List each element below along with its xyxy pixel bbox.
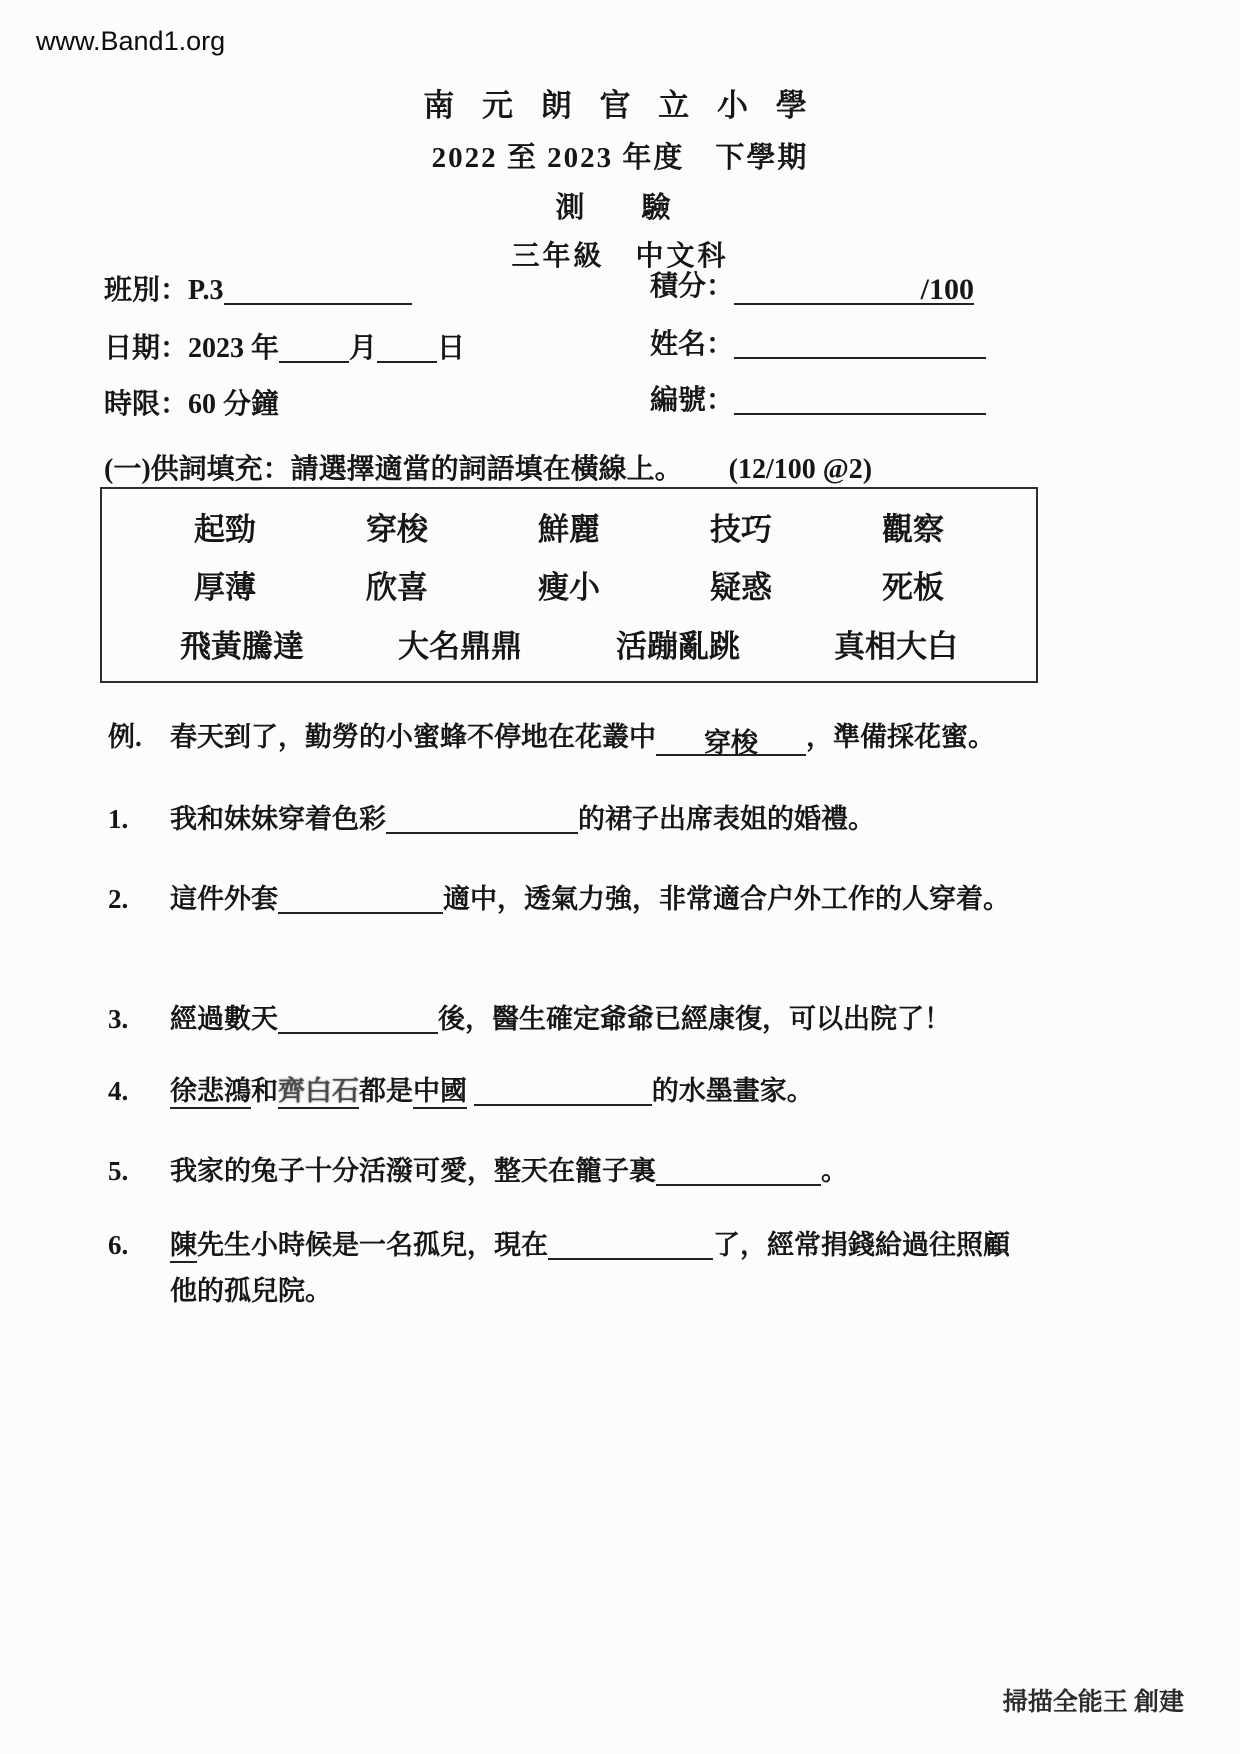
- question-number: 2.: [108, 884, 129, 914]
- date-day-label: 日: [437, 333, 466, 364]
- answer-blank: [548, 1230, 713, 1260]
- example-answer: 穿梭: [656, 720, 806, 756]
- question-number: 3.: [108, 1004, 129, 1034]
- question-segment: 。: [821, 1156, 848, 1186]
- word-bank-row-1: [102, 504, 1036, 549]
- proper-noun: 陳: [170, 1230, 197, 1263]
- question-segment: ，準備採花蜜。: [806, 722, 995, 752]
- score-label: 積分：: [650, 271, 735, 302]
- section-marks: (12/100 @2): [728, 454, 873, 485]
- word-bank-word: 真相大白: [834, 629, 958, 665]
- proper-noun: 徐悲鴻: [170, 1076, 251, 1109]
- question-segment: 這件外套: [170, 884, 278, 914]
- question-segment: 和: [251, 1076, 278, 1106]
- question-text: [170, 996, 1028, 1042]
- id-label: 編號：: [650, 385, 735, 416]
- question-number: 5.: [108, 1156, 129, 1186]
- word-bank-word: 欣喜: [366, 570, 428, 606]
- question-number: 1.: [108, 804, 129, 834]
- question-segment: 都是: [359, 1076, 413, 1106]
- time-row: [104, 382, 279, 422]
- section-one-title: [104, 447, 872, 487]
- question-text: [170, 876, 1028, 922]
- question-segment: 了，經常捐錢給過往照顧他的孤兒院。: [170, 1230, 1010, 1306]
- score-row: [650, 264, 974, 305]
- name-blank-line: [734, 329, 986, 359]
- word-bank-word: 飛黃騰達: [180, 629, 304, 665]
- question-text: [170, 796, 1028, 842]
- date-row: [104, 326, 465, 366]
- word-bank-word: 穿梭: [366, 511, 428, 547]
- watermark-url: www.Band1.org: [36, 26, 226, 56]
- question-text: [170, 1148, 1028, 1194]
- class-blank-line: [224, 275, 412, 305]
- school-name: 南 元 朗 官 立 小 學: [423, 88, 817, 123]
- word-bank-word: 鮮麗: [538, 511, 600, 547]
- exam-header: [0, 80, 1240, 274]
- date-year: 2023 年: [188, 333, 280, 364]
- word-bank-word: 瘦小: [538, 570, 600, 606]
- question-5: [108, 1148, 1028, 1194]
- question-number: 4.: [108, 1076, 129, 1106]
- exam-type: 測 驗: [555, 192, 685, 224]
- question-number: 6.: [108, 1230, 129, 1260]
- word-bank-word: 厚薄: [194, 570, 256, 606]
- word-bank-row-2: [102, 562, 1036, 607]
- id-row: [650, 378, 986, 418]
- question-segment: 的水墨畫家。: [651, 1076, 814, 1106]
- question-2: [108, 876, 1028, 922]
- word-bank-word: 起勁: [194, 511, 256, 547]
- scanner-credit: 掃描全能王 創建: [1002, 1689, 1184, 1716]
- term-line: 2022 至 2023 年度 下學期: [431, 142, 809, 174]
- question-segment: 我家的兔子十分活潑可愛，整天在籠子裏: [170, 1156, 656, 1186]
- score-total: /100: [920, 273, 975, 306]
- question-segment: 春天到了，勤勞的小蜜蜂不停地在花叢中: [170, 722, 656, 752]
- time-label: 時限：: [104, 389, 189, 420]
- question-segment: 我和妹妹穿着色彩: [170, 804, 386, 834]
- proper-noun: 中國: [413, 1076, 467, 1109]
- word-bank-word: 活蹦亂跳: [616, 629, 740, 665]
- question-6: [108, 1222, 1028, 1314]
- date-month-label: 月: [349, 333, 378, 364]
- date-month-blank: [279, 333, 349, 363]
- word-bank-word: 疑惑: [710, 570, 772, 606]
- question-text: [170, 1068, 1028, 1114]
- id-blank-line: [734, 385, 986, 415]
- answer-blank: [386, 804, 578, 834]
- class-label: 班別：: [104, 275, 189, 306]
- score-blank-line: [734, 275, 974, 305]
- class-value: P.3: [188, 275, 224, 306]
- date-label: 日期：: [104, 333, 189, 364]
- question-segment: 經過數天: [170, 1004, 278, 1034]
- section-title-text: (一)供詞填充：請選擇適當的詞語填在橫線上。: [104, 454, 683, 485]
- name-label: 姓名：: [650, 329, 735, 360]
- answer-blank: [278, 1004, 438, 1034]
- question-text: [170, 714, 1028, 760]
- grade-subject: 三年級 中文科: [511, 241, 729, 272]
- proper-noun: 齊白石: [278, 1076, 359, 1109]
- question-text: [170, 1222, 1028, 1314]
- question-segment: 適中，透氣力強，非常適合户外工作的人穿着。: [443, 884, 1010, 914]
- question-segment: 的裙子出席表姐的婚禮。: [578, 804, 875, 834]
- word-bank-word: 死板: [882, 570, 944, 606]
- question-segment: 先生小時候是一名孤兒，現在: [197, 1230, 548, 1260]
- date-day-blank: [377, 333, 437, 363]
- word-bank-word: 大名鼎鼎: [398, 629, 522, 665]
- name-row: [650, 322, 986, 362]
- answer-blank: [474, 1076, 652, 1106]
- question-1: [108, 796, 1028, 842]
- example-question: [108, 714, 1028, 760]
- time-value: 60 分鐘: [188, 389, 280, 420]
- word-bank-word: 技巧: [710, 511, 772, 547]
- question-4: [108, 1068, 1028, 1114]
- question-number: 例.: [108, 722, 142, 752]
- word-bank-word: 觀察: [882, 511, 944, 547]
- word-bank-row-3: [102, 621, 1036, 666]
- class-row: [104, 268, 412, 308]
- question-segment: 後，醫生確定爺爺已經康復，可以出院了！: [438, 1004, 951, 1034]
- answer-blank: [656, 1156, 821, 1186]
- answer-blank: [278, 884, 443, 914]
- word-bank: [100, 487, 1038, 683]
- question-3: [108, 996, 1028, 1042]
